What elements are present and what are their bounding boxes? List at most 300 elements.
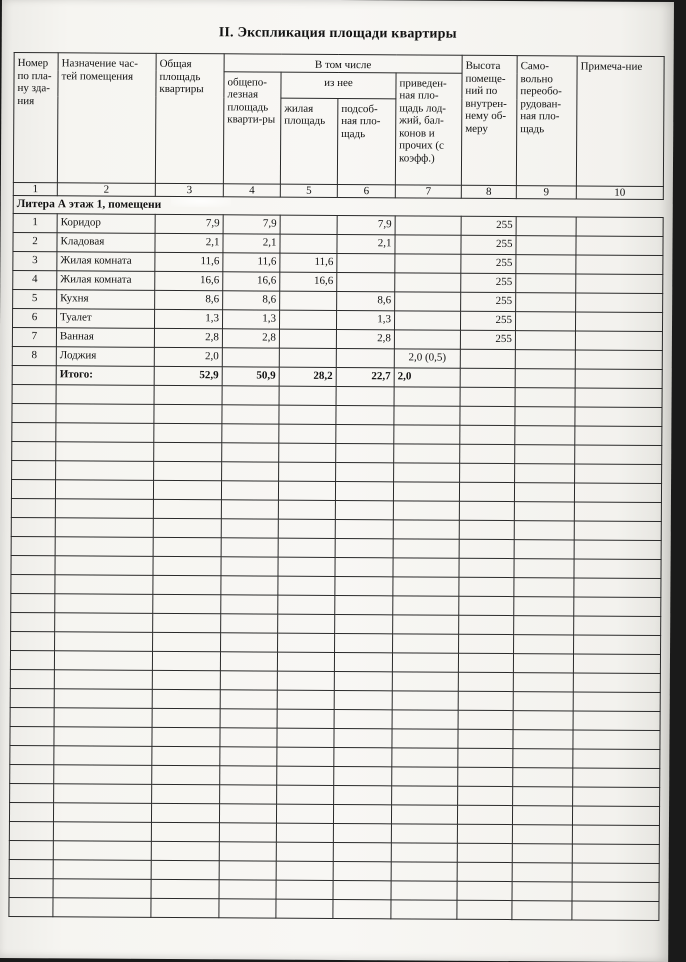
empty-cell [279,443,336,462]
empty-cell [222,423,279,442]
empty-cell [153,594,221,613]
empty-cell [457,881,512,900]
empty-cell [335,595,393,614]
empty-cell [333,842,391,861]
empty-cell [573,653,660,673]
empty-cell [153,632,221,651]
empty-cell [10,669,54,688]
empty-cell [279,462,336,481]
plan-number-cell: 8 [12,346,56,365]
empty-cell [151,841,219,860]
useful-area-cell: 7,9 [223,214,280,233]
total-area-cell: 1,3 [154,309,222,328]
empty-cell [334,690,392,709]
header-room-height: Высота помеще-ний по внутрен-нему об-меру [461,55,517,185]
height-cell: 255 [461,235,516,254]
empty-cell [391,899,457,918]
empty-cell [219,822,276,841]
empty-cell [393,576,459,595]
room-name-cell: Жилая комната [57,251,155,271]
note-cell [575,349,662,369]
empty-cell [55,517,153,537]
empty-cell [11,498,55,517]
empty-cell [574,520,661,540]
room-name-cell: Коридор [57,213,155,233]
empty-cell [574,577,661,597]
total-area-cell: 11,6 [155,252,223,271]
empty-cell [277,747,334,766]
empty-cell [513,672,573,691]
empty-cell [11,574,55,593]
empty-cell [572,843,659,863]
empty-cell [220,765,277,784]
empty-cell [514,539,574,558]
empty-cell [152,727,220,746]
empty-cell [11,479,55,498]
auxiliary-area-cell [337,253,395,272]
empty-cell [220,708,277,727]
room-name-cell: Жилая комната [57,270,155,290]
height-cell: 255 [461,254,516,273]
empty-cell [335,519,393,538]
empty-cell [277,671,334,690]
empty-cell [10,688,54,707]
empty-cell [572,881,659,901]
total-area-cell: 8,6 [155,290,223,309]
loggia-area-cell [394,310,460,329]
empty-cell [392,766,458,785]
empty-cell [11,631,55,650]
useful-area-cell [222,347,279,366]
empty-cell [334,728,392,747]
column-number: 9 [516,185,576,198]
empty-row [9,897,659,920]
useful-area-sum: 50,9 [222,366,279,385]
header-in-total: В том числе [224,54,462,73]
empty-cell [9,802,53,821]
total-area-cell: 7,9 [155,214,223,233]
plan-number-cell: 1 [13,213,57,232]
empty-cell [333,861,391,880]
column-number: 7 [395,184,461,197]
empty-cell [392,709,458,728]
empty-cell [459,501,514,520]
empty-cell [10,707,54,726]
useful-area-cell: 16,6 [223,271,280,290]
empty-cell [220,651,277,670]
empty-cell [277,766,334,785]
empty-cell [53,802,151,822]
empty-cell [56,460,154,480]
empty-cell [221,499,278,518]
empty-cell [276,842,333,861]
empty-cell [12,422,56,441]
empty-cell [278,538,335,557]
empty-cell [572,900,659,920]
empty-cell [219,841,276,860]
empty-cell [278,519,335,538]
page-title: II. Экспликация площади квартиры [218,25,457,42]
auxiliary-area-cell: 8,6 [337,291,395,310]
empty-cell [55,631,153,651]
empty-cell [335,614,393,633]
column-number: 2 [57,182,155,196]
empty-cell [53,878,151,898]
empty-cell [575,425,662,445]
empty-cell [153,613,221,632]
empty-cell [574,634,661,654]
total-area-sum: 52,9 [154,366,222,385]
empty-cell [514,558,574,577]
empty-cell [392,671,458,690]
empty-cell [277,652,334,671]
empty-cell [574,482,661,502]
empty-cell [393,519,459,538]
empty-cell [393,500,459,519]
empty-cell [152,670,220,689]
empty-cell [278,500,335,519]
column-number: 10 [576,185,663,199]
empty-cell [460,406,515,425]
empty-cell [12,460,56,479]
empty-cell [335,500,393,519]
empty-cell [514,520,574,539]
empty-cell [392,690,458,709]
empty-cell [391,823,457,842]
empty-cell [333,804,391,823]
empty-cell [222,461,279,480]
empty-cell [10,764,54,783]
empty-cell [55,536,153,556]
empty-cell [573,748,660,768]
empty-cell [572,824,659,844]
empty-cell [458,653,513,672]
loggia-area-cell: 2,0 (0,5) [394,348,460,367]
empty-cell [457,843,512,862]
empty-cell [153,556,221,575]
empty-cell [11,612,55,631]
empty-cell [515,444,575,463]
header-unauthorized-area: Само-вольно переобо-рудован-ная пло-щадь [516,56,577,186]
empty-cell [152,708,220,727]
loggia-area-cell [394,329,460,348]
empty-cell [515,425,575,444]
total-area-cell: 16,6 [155,271,223,290]
empty-cell [334,652,392,671]
empty-cell [278,614,335,633]
auxiliary-area-cell: 7,9 [337,215,395,234]
explication-table [8,52,664,920]
empty-cell [12,403,56,422]
unauthorized-area-cell [516,216,576,235]
plan-number-cell: 2 [13,232,57,251]
unauthorized-area-cell [515,330,575,349]
auxiliary-area-cell [337,272,395,291]
empty-cell [53,821,151,841]
empty-cell [513,767,573,786]
plan-number-cell: 6 [12,308,56,327]
empty-cell [515,387,575,406]
empty-cell [512,824,572,843]
empty-cell [12,441,56,460]
total-area-cell: 2,0 [154,347,222,366]
empty-cell [55,498,153,518]
empty-cell [221,537,278,556]
empty-cell [220,727,277,746]
empty-cell [222,385,279,404]
empty-cell [277,785,334,804]
empty-cell [11,517,55,536]
living-area-cell: 11,6 [280,253,337,272]
empty-cell [9,878,53,897]
empty-cell [278,595,335,614]
empty-cell [56,422,154,442]
empty-cell [574,615,661,635]
empty-cell [10,726,54,745]
header-of-which: из нее [281,72,396,99]
empty-cell [393,538,459,557]
empty-cell [333,899,391,918]
empty-cell [55,593,153,613]
empty-cell [10,650,54,669]
empty-cell [12,384,56,403]
auxiliary-area-cell: 1,3 [336,310,394,329]
height-cell [460,349,515,368]
empty-cell [512,843,572,862]
empty-cell [458,786,513,805]
empty-cell [394,443,460,462]
empty-cell [513,691,573,710]
empty-cell [221,632,278,651]
column-number: 6 [337,184,395,197]
empty-cell [152,689,220,708]
header-auxiliary-area: подсоб-ная пло-щадь [337,98,396,184]
empty-cell [574,596,661,616]
empty-cell [10,783,54,802]
total-empty-cell [575,368,662,388]
empty-cell [9,897,53,916]
empty-cell [277,728,334,747]
empty-cell [151,803,219,822]
empty-cell [221,480,278,499]
empty-cell [154,423,222,442]
empty-cell [335,481,393,500]
total-empty-cell [12,365,56,384]
empty-cell [391,861,457,880]
column-number: 5 [280,184,337,197]
empty-cell [514,577,574,596]
empty-cell [56,441,154,461]
unauthorized-area-cell [516,292,576,311]
empty-cell [334,709,392,728]
empty-cell [458,672,513,691]
empty-cell [335,557,393,576]
empty-cell [459,634,514,653]
note-cell [575,311,662,331]
unauthorized-area-cell [516,273,576,292]
empty-cell [53,840,151,860]
note-cell [576,273,663,293]
empty-cell [153,575,221,594]
living-area-cell [280,215,337,234]
empty-cell [574,501,661,521]
auxiliary-area-cell: 2,1 [337,234,395,253]
empty-cell [459,558,514,577]
empty-cell [394,405,460,424]
empty-cell [222,442,279,461]
empty-cell [53,859,151,879]
room-name-cell: Лоджия [56,346,154,366]
empty-cell [460,387,515,406]
empty-cell [153,480,221,499]
header-room-purpose: Назначение час-тей помещения [57,53,156,183]
plan-number-cell: 5 [13,289,57,308]
unauthorized-area-cell [516,235,576,254]
column-number: 1 [13,182,57,195]
empty-cell [54,764,152,784]
empty-cell [393,595,459,614]
empty-cell [572,862,659,882]
plan-number-cell: 4 [13,270,57,289]
empty-cell [512,900,572,919]
empty-cell [515,406,575,425]
empty-cell [460,463,515,482]
column-number: 4 [223,183,280,196]
empty-cell [336,462,394,481]
empty-cell [54,783,152,803]
empty-cell [221,518,278,537]
header-loggia-area: приведен-ная пло-щадь лод-жий, бал-конов и прочих (с коэфф.) [395,72,462,184]
plan-number-cell: 7 [12,327,56,346]
loggia-area-cell [395,291,461,310]
empty-cell [460,444,515,463]
empty-cell [152,784,220,803]
empty-cell [394,386,460,405]
empty-cell [512,862,572,881]
header-living-area: жилая площадь [280,98,338,184]
empty-cell [392,747,458,766]
empty-cell [335,633,393,652]
unauthorized-area-cell [515,349,575,368]
empty-cell [458,710,513,729]
empty-cell [336,386,394,405]
empty-cell [575,463,662,483]
empty-cell [391,880,457,899]
living-area-cell [279,348,336,367]
header-total-area: Общая площадь квартиры [155,53,224,183]
room-name-cell: Кладовая [57,232,155,252]
empty-cell [391,804,457,823]
useful-area-cell: 2,1 [223,233,280,252]
height-cell: 255 [461,292,516,311]
empty-cell [278,481,335,500]
total-label: Итого: [56,365,154,385]
empty-cell [151,879,219,898]
empty-cell [221,613,278,632]
total-area-cell: 2,1 [155,233,223,252]
note-cell [576,235,663,255]
empty-cell [220,689,277,708]
empty-cell [393,557,459,576]
column-number: 3 [155,183,223,196]
unauthorized-area-cell [515,311,575,330]
empty-cell [574,539,661,559]
total-area-cell: 2,8 [154,328,222,347]
room-name-cell: Ванная [56,327,154,347]
empty-cell [55,612,153,632]
empty-cell [9,821,53,840]
empty-cell [335,576,393,595]
empty-cell [459,520,514,539]
note-cell [576,254,663,274]
empty-cell [11,536,55,555]
empty-cell [334,671,392,690]
empty-cell [514,482,574,501]
empty-cell [513,653,573,672]
empty-cell [334,766,392,785]
empty-cell [513,748,573,767]
height-cell: 255 [460,330,515,349]
empty-cell [394,462,460,481]
empty-cell [515,463,575,482]
header-useful-area: общепо-лезная площадь кварти-ры [223,71,281,183]
empty-cell [457,824,512,843]
empty-cell [154,461,222,480]
empty-cell [222,404,279,423]
empty-cell [393,481,459,500]
empty-cell [219,898,276,917]
empty-cell [336,443,394,462]
note-cell [575,330,662,350]
empty-cell [152,765,220,784]
empty-cell [334,785,392,804]
empty-cell [279,405,336,424]
loggia-area-cell [395,234,461,253]
empty-cell [279,424,336,443]
empty-cell [459,539,514,558]
empty-cell [54,669,152,689]
empty-cell [11,593,55,612]
empty-cell [221,575,278,594]
empty-cell [459,577,514,596]
empty-cell [575,444,662,464]
living-area-cell: 16,6 [280,272,337,291]
loggia-area-cell [395,253,461,272]
empty-cell [277,709,334,728]
auxiliary-area-sum: 22,7 [336,367,394,386]
height-cell: 255 [461,216,516,235]
useful-area-cell: 11,6 [223,252,280,271]
empty-cell [10,745,54,764]
empty-cell [512,805,572,824]
empty-cell [392,728,458,747]
empty-cell [572,805,659,825]
empty-cell [276,899,333,918]
empty-cell [334,747,392,766]
empty-cell [152,746,220,765]
total-empty-cell [515,368,575,387]
empty-cell [336,424,394,443]
empty-cell [153,518,221,537]
empty-cell [56,403,154,423]
empty-cell [9,840,53,859]
empty-cell [11,555,55,574]
empty-cell [53,897,151,917]
living-area-sum: 28,2 [279,367,336,386]
empty-cell [575,387,662,407]
height-cell: 255 [461,273,516,292]
empty-cell [55,574,153,594]
